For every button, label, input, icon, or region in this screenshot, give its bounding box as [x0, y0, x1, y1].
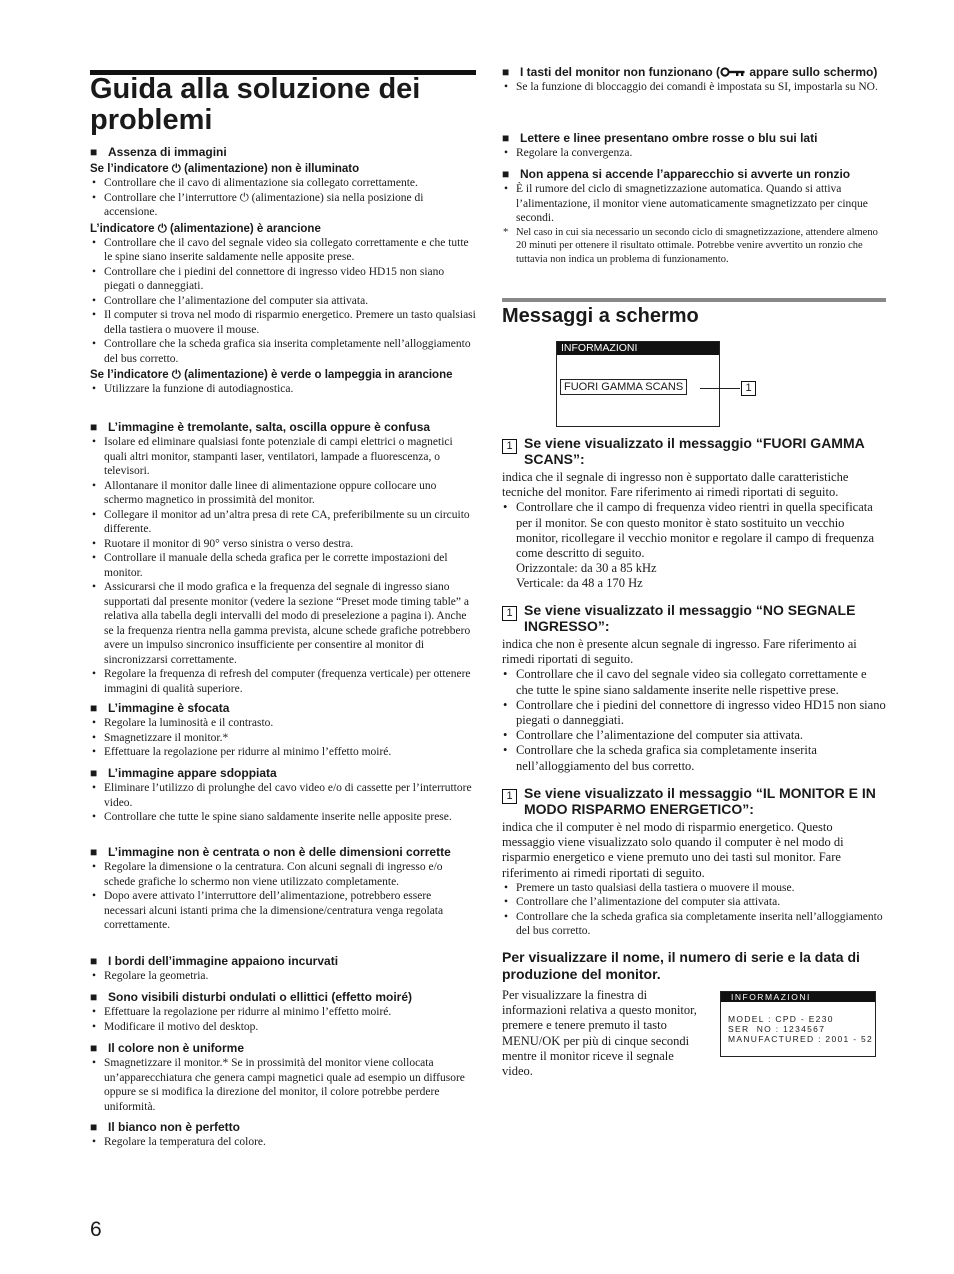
section-title-part: I tasti del monitor non funzionano (	[520, 65, 720, 79]
square-bullet-icon: ■	[502, 131, 510, 145]
square-bullet-icon: ■	[90, 145, 98, 159]
bullet-list	[90, 236, 476, 367]
item-number: 1	[502, 439, 517, 454]
list-item: • Se la funzione di bloccaggio dei comandi è impostata su SI, impostarla su NO.	[502, 80, 886, 95]
section-title-part: appare sullo schermo)	[745, 65, 878, 79]
list-item: • Regolare la luminosità e il contrasto.	[90, 716, 476, 731]
item-number: 1	[502, 606, 517, 621]
list-item: • Regolare la convergenza.	[502, 146, 886, 161]
section-title: L’immagine è tremolante, salta, oscilla oppure è confusa	[108, 420, 431, 434]
message-body: indica che il computer è nel modo di risparmio energetico. Questo messaggio viene visualizzato solo quando il computer è nel modo di risparmio energetico e viene premuto uno dei tasti sul monitor. Fare riferimento ai rimedi riportati di seguito.	[502, 820, 844, 880]
section-title: Il colore non è uniforme	[108, 1041, 245, 1055]
section-title: Sono visibili disturbi ondulati o ellittici (effetto moiré)	[108, 990, 413, 1004]
section-curved-edges	[90, 954, 476, 984]
message-title: Se viene visualizzato il messaggio “IL MONITOR E IN MODO RISPARMO ENERGETICO”:	[524, 785, 876, 817]
section-not-centered	[90, 845, 476, 933]
list-item: • Controllare che la scheda grafica sia inserita completamente nell’alloggiamento del bus corretto.	[90, 337, 476, 366]
osd-message: FUORI GAMMA SCANS	[560, 379, 687, 395]
page-title: Guida alla soluzione dei problemi	[90, 73, 421, 136]
list-item: • Controllare che l’alimentazione del computer sia attivata.	[90, 294, 476, 309]
bullet-list	[90, 969, 476, 984]
list-item: • Controllare che il cavo del segnale video sia collegato correttamente e che tutte le spine siano saldamente inserite nelle rispettive prese.	[502, 667, 886, 697]
list-item: • Controllare che i piedini del connettore di ingresso video HD15 non siano piegati o danneggiati.	[502, 698, 886, 728]
list-item: • Controllare che il campo di frequenza video rientri in quella specificata per il monitor. Se con questo monitor è stato sostituito un vecchio monitor, ricollegare il vecchio monitor e regolare il campo di frequenza come descritto di seguito.	[502, 500, 886, 561]
callout-line	[700, 388, 740, 389]
section-no-image	[90, 145, 476, 397]
list-item: • Dopo avere attivato l’interruttore dell’alimentazione, potrebbero essere necessari alcuni istanti prima che la dimensione/centratura venga regolata correttamente.	[90, 889, 476, 933]
section-blurry	[90, 701, 476, 760]
list-item: • Controllare che l’interruttore ⏻ (alimentazione) sia nella posizione di accensione.	[90, 191, 476, 220]
list-item: • È il rumore del ciclo di smagnetizzazione automatica. Quando si attiva l’alimentazione, il monitor viene automaticamente smagnetizzato per cinque secondi.	[502, 182, 886, 226]
list-item: • Allontanare il monitor dalle linee di alimentazione oppure collocare uno schermo magnetico in prossimità del monitor.	[90, 479, 476, 508]
bullet-list	[90, 716, 476, 760]
bullet-list	[502, 146, 886, 161]
serial-heading: Per visualizzare il nome, il numero di serie e la data di produzione del monitor.	[502, 949, 860, 982]
message-body: indica che il segnale di ingresso non è supportato dalle caratteristiche tecniche del monitor. Fare riferimento ai rimedi riportati di seguito.	[502, 470, 849, 500]
message-title: Se viene visualizzato il messaggio “FUORI GAMMA SCANS”:	[524, 435, 865, 467]
list-item: • Utilizzare la funzione di autodiagnostica.	[90, 382, 476, 397]
list-item: • Collegare il monitor ad un’altra presa di rete CA, preferibilmente su un circuito differente.	[90, 508, 476, 537]
section-title: I bordi dell’immagine appaiono incurvati	[108, 954, 339, 968]
square-bullet-icon: ■	[90, 1120, 98, 1134]
section-hum	[502, 167, 886, 266]
subsection-title: L’indicatore ⏻ (alimentazione) è arancione	[90, 222, 321, 235]
message-power-saving	[502, 785, 886, 939]
subsection-title: Se l’indicatore ⏻ (alimentazione) non è illuminato	[90, 163, 360, 175]
list-item: • Controllare che il cavo del segnale video sia collegato correttamente e che tutte le spine siano inserite saldamente nelle apposite prese.	[90, 236, 476, 265]
list-item: • Effettuare la regolazione per ridurre al minimo l’effetto moiré.	[90, 745, 476, 760]
serial-value: SER NO : 1234567	[728, 1024, 826, 1034]
list-item: • Ruotare il monitor di 90° verso sinistra o verso destra.	[90, 537, 476, 552]
osd-info-window-serial	[720, 991, 876, 1057]
bullet-list	[502, 182, 886, 226]
square-bullet-icon: ■	[90, 701, 98, 715]
list-item: • Controllare che il cavo di alimentazione sia collegato correttamente.	[90, 176, 476, 191]
list-item: • Il computer si trova nel modo di risparmio energetico. Premere un tasto qualsiasi della tastiera o muovere il mouse.	[90, 308, 476, 337]
item-number: 1	[502, 789, 517, 804]
bullet-list	[90, 382, 476, 397]
message-title: Se viene visualizzato il messaggio “NO SEGNALE INGRESSO”:	[524, 602, 856, 634]
list-item: • Effettuare la regolazione per ridurre al minimo l’effetto moiré.	[90, 1005, 476, 1020]
section-title: Lettere e linee presentano ombre rosse o blu sui lati	[520, 131, 818, 145]
section-title: Il bianco non è perfetto	[108, 1120, 241, 1134]
manufactured-value: MANUFACTURED : 2001 - 52	[728, 1034, 874, 1044]
bullet-list	[90, 1135, 476, 1150]
square-bullet-icon: ■	[502, 167, 510, 181]
square-bullet-icon: ■	[90, 954, 98, 968]
section-ghosting	[90, 766, 476, 825]
section-title: L’immagine non è centrata o non è delle dimensioni corrette	[108, 845, 451, 859]
section-title: L’immagine è sfocata	[108, 701, 230, 715]
osd-header: INFORMAZIONI	[557, 342, 719, 355]
list-item: • Modificare il motivo del desktop.	[90, 1020, 476, 1035]
section-red-blue-shadows	[502, 131, 886, 161]
bullet-list	[90, 860, 476, 933]
square-bullet-icon: ■	[90, 845, 98, 859]
frequency-horizontal: Orizzontale: da 30 a 85 kHz	[516, 561, 657, 576]
list-item: • Regolare la frequenza di refresh del computer (frequenza verticale) per ottenere immagini di qualità superiore.	[90, 667, 476, 696]
bullet-list	[502, 80, 886, 95]
frequency-vertical: Verticale: da 48 a 170 Hz	[516, 576, 643, 591]
list-item: • Controllare che l’alimentazione del computer sia attivata.	[502, 895, 886, 910]
list-item: • Controllare che la scheda grafica sia completamente inserita nell’alloggiamento del bus corretto.	[502, 743, 886, 773]
square-bullet-icon: ■	[90, 766, 98, 780]
square-bullet-icon: ■	[90, 420, 98, 434]
list-item: • Premere un tasto qualsiasi della tastiera o muovere il mouse.	[502, 881, 886, 896]
footnote: * Nel caso in cui sia necessario un secondo ciclo di smagnetizzazione, attendere almeno 20 minuti per ottenere il risultato ottimale. Potrebbe venire avvertito un ronzio che tuttavia non indica un problema di funzionamento.	[502, 226, 886, 267]
square-bullet-icon: ■	[90, 1041, 98, 1055]
list-item: • Regolare la dimensione o la centratura. Con alcuni segnali di ingresso e/o schede grafiche lo schermo non viene utilizzato completamente.	[90, 860, 476, 889]
list-item: • Controllare che l’alimentazione del computer sia attivata.	[502, 728, 886, 743]
bullet-list	[502, 881, 886, 939]
message-body: indica che non è presente alcun segnale di ingresso. Fare riferimento ai rimedi riportati di seguito.	[502, 637, 857, 667]
list-item: • Regolare la geometria.	[90, 969, 476, 984]
section-flicker	[90, 420, 476, 696]
section-moire	[90, 990, 476, 1034]
bullet-list	[90, 1005, 476, 1034]
list-item: • Smagnetizzare il monitor.*	[90, 731, 476, 746]
list-item: • Eliminare l’utilizzo di prolunghe del cavo video e/o di cassette per l’interruttore video.	[90, 781, 476, 810]
section-title: Assenza di immagini	[108, 145, 227, 159]
section-buttons-locked	[502, 65, 886, 95]
key-icon	[720, 65, 746, 79]
bullet-list	[90, 435, 476, 696]
serial-body: Per visualizzare la finestra di informazioni relativa a questo monitor, premere e tenere premuto il tasto MENU/OK per più di cinque secondi mentre il monitor riceve il segnale video.	[502, 988, 697, 1079]
list-item: • Smagnetizzare il monitor.* Se in prossimità del monitor viene collocata un’apparecchiatura che genera campi magnetici quale ad esempio un diffusore oppure se si modifica la direzione del monitor, il colore potrebbe perdere uniformità.	[90, 1056, 476, 1114]
bullet-list	[90, 781, 476, 825]
messages-heading: Messaggi a schermo	[502, 305, 699, 327]
section-white-imperfect	[90, 1120, 476, 1150]
section-title: Non appena si accende l’apparecchio si avverte un ronzio	[520, 167, 851, 181]
list-item: • Controllare il manuale della scheda grafica per le corrette impostazioni del monitor.	[90, 551, 476, 580]
list-item: • Controllare che la scheda grafica sia completamente inserita nell’alloggiamento del bus corretto.	[502, 910, 886, 939]
list-item: • Assicurarsi che il modo grafica e la frequenza del segnale di ingresso siano supportati dal presente monitor (vedere la sezione “Preset mode timing table” a relativa alla tabella degli intervalli del modo di preselezione a pagina i). Anche se la frequenza rientra nella gamma prevista, alcune schede grafiche potrebbero avere un impulso sincronico insufficiente per consentire al monitor di sincronizzarsi correttamente.	[90, 580, 476, 667]
callout-number: 1	[741, 381, 756, 396]
list-item: • Isolare ed eliminare qualsiasi fonte potenziale di campi elettrici o magnetici quali altri monitor, stampanti laser, ventilatori, lampade a fluorescenza, o televisori.	[90, 435, 476, 479]
section-color-uneven	[90, 1041, 476, 1114]
section-title: L’immagine appare sdoppiata	[108, 766, 277, 780]
subsection-title: Se l’indicatore ⏻ (alimentazione) è verde o lampeggia in arancione	[90, 369, 453, 381]
model-value: MODEL : CPD - E230	[728, 1014, 834, 1024]
section-rule	[502, 298, 886, 302]
list-item: • Controllare che i piedini del connettore di ingresso video HD15 non siano piegati o danneggiati.	[90, 265, 476, 294]
bullet-list	[90, 1056, 476, 1114]
message-out-of-range	[502, 435, 886, 592]
osd-info-window	[556, 341, 720, 427]
list-item: • Regolare la temperatura del colore.	[90, 1135, 476, 1150]
osd-header: INFORMAZIONI	[721, 992, 875, 1002]
square-bullet-icon: ■	[502, 65, 510, 79]
page-number: 6	[90, 1218, 102, 1241]
message-no-signal	[502, 602, 886, 774]
bullet-list	[90, 176, 476, 220]
square-bullet-icon: ■	[90, 990, 98, 1004]
list-item: • Controllare che tutte le spine siano saldamente inserite nelle apposite prese.	[90, 810, 476, 825]
